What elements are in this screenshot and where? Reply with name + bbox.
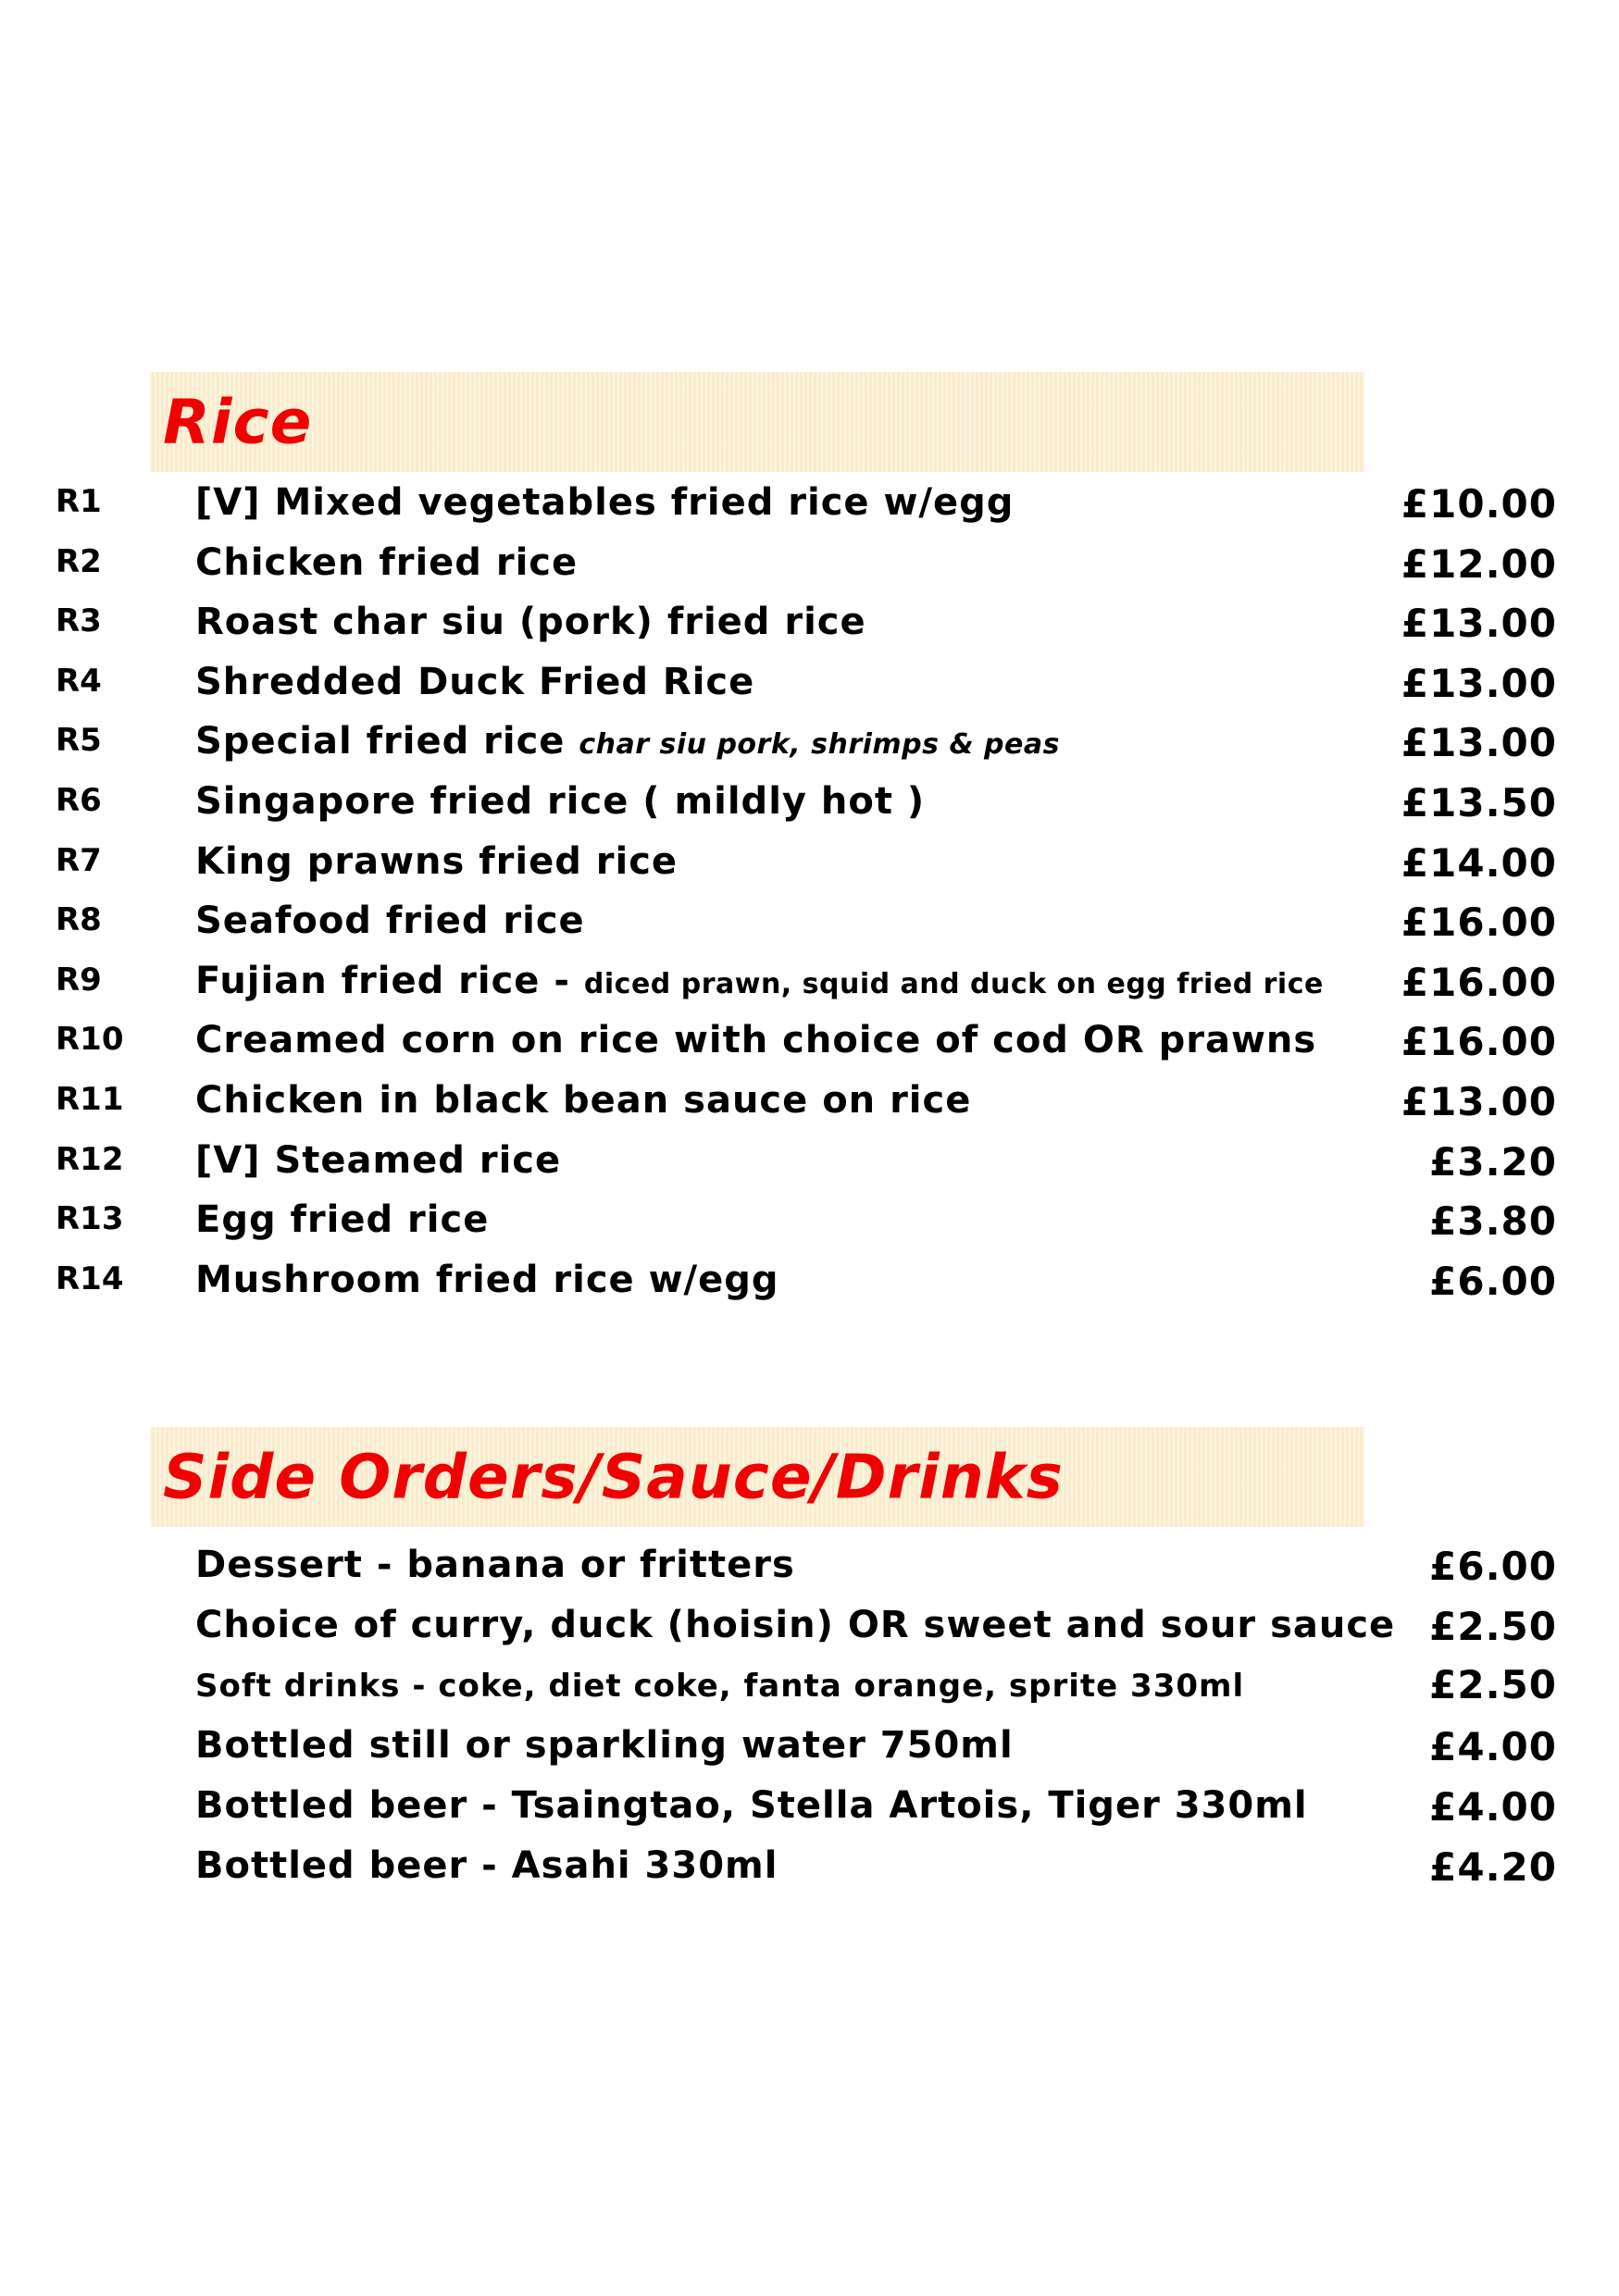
side-menu-row: [0, 1777, 1619, 1836]
item-name-text: [V] Mixed vegetables fried rice w/egg: [195, 481, 1015, 524]
item-name-text: Egg fried rice: [195, 1198, 490, 1241]
rice-menu-row: [0, 534, 1619, 593]
item-code: R14: [56, 1260, 124, 1297]
item-name-text: King prawns fried rice: [195, 840, 679, 883]
item-name: [195, 900, 585, 942]
item-code: R1: [56, 483, 102, 520]
item-name: [195, 960, 1324, 1002]
item-code: R3: [56, 602, 102, 639]
item-code: R4: [56, 663, 102, 700]
item-price: £16.00: [1401, 1019, 1557, 1064]
item-name-text: Shredded Duck Fried Rice: [195, 661, 755, 703]
item-code: R8: [56, 901, 102, 938]
item-price: £13.00: [1401, 1079, 1557, 1124]
item-price: £13.00: [1401, 661, 1557, 706]
rice-menu-row: [0, 593, 1619, 652]
rice-section-header: [150, 372, 1364, 472]
item-name-text: Roast char siu (pork) fried rice: [195, 601, 866, 643]
side-orders-section-title: Side Orders/Sauce/Drinks: [163, 1441, 1064, 1513]
side-menu-row: [0, 1596, 1619, 1656]
item-code: R13: [56, 1200, 124, 1237]
item-price: £4.00: [1429, 1784, 1557, 1830]
side-menu-row: [0, 1717, 1619, 1776]
item-price: £2.50: [1429, 1662, 1557, 1707]
item-name-text: Chicken in black bean sauce on rice: [195, 1079, 972, 1122]
rice-menu-row: [0, 713, 1619, 772]
item-price: £4.00: [1429, 1724, 1557, 1769]
item-name: Bottled beer - Asahi 330ml: [195, 1844, 778, 1887]
rice-menu-row: [0, 952, 1619, 1011]
rice-menu-row: [0, 1132, 1619, 1191]
item-description: diced prawn, squid and duck on egg fried rice: [583, 968, 1324, 1000]
item-price: £14.00: [1401, 840, 1557, 886]
item-price: £6.00: [1429, 1544, 1557, 1589]
item-name: [195, 720, 1060, 763]
item-price: £16.00: [1401, 900, 1557, 945]
rice-menu-row: [0, 653, 1619, 713]
item-price: £13.50: [1401, 780, 1557, 825]
item-price: £10.00: [1401, 481, 1557, 527]
item-price: £13.00: [1401, 601, 1557, 646]
rice-menu-row: [0, 1072, 1619, 1131]
item-name: Bottled beer - Tsaingtao, Stella Artois, Tiger 330ml: [195, 1784, 1308, 1827]
rice-menu-row: [0, 1011, 1619, 1071]
item-code: R7: [56, 842, 102, 879]
item-name: Choice of curry, duck (hoisin) OR sweet and sour sauce: [195, 1604, 1396, 1646]
item-name-text: Special fried rice: [195, 720, 566, 763]
item-name: [195, 1198, 489, 1241]
item-code: R11: [56, 1081, 124, 1118]
item-code: R6: [56, 782, 102, 819]
item-price: £4.20: [1429, 1844, 1557, 1890]
item-name: [195, 601, 866, 643]
item-price: £13.00: [1401, 720, 1557, 765]
item-name: [195, 541, 578, 584]
side-menu-row: [0, 1536, 1619, 1595]
item-code: R10: [56, 1021, 124, 1058]
item-name: [195, 840, 678, 883]
item-price: £3.80: [1429, 1198, 1557, 1244]
item-price: £12.00: [1401, 541, 1557, 587]
item-name-text: Chicken fried rice: [195, 541, 579, 584]
item-name: [195, 1079, 971, 1122]
item-name: [195, 1139, 561, 1182]
rice-menu-row: [0, 1251, 1619, 1310]
item-name: Soft drinks - coke, diet coke, fanta orange, sprite 330ml: [195, 1668, 1245, 1705]
item-price: £6.00: [1429, 1259, 1557, 1304]
item-name: Dessert - banana or fritters: [195, 1544, 795, 1586]
item-name-text: Singapore fried rice ( mildly hot ): [195, 780, 926, 823]
side-menu-row: [0, 1655, 1619, 1714]
item-price: £3.20: [1429, 1139, 1557, 1185]
rice-menu-row: [0, 773, 1619, 832]
item-code: R12: [56, 1141, 124, 1178]
item-name: [195, 661, 754, 703]
item-name: Bottled still or sparkling water 750ml: [195, 1724, 1014, 1767]
item-name-text: Fujian fried rice -: [195, 960, 570, 1002]
item-price: £16.00: [1401, 960, 1557, 1005]
item-name: [195, 1259, 779, 1301]
rice-menu-row: [0, 892, 1619, 951]
item-name-text: Mushroom fried rice w/egg: [195, 1259, 779, 1301]
rice-menu-row: [0, 833, 1619, 892]
item-code: R9: [56, 962, 102, 999]
item-name-text: [V] Steamed rice: [195, 1139, 562, 1182]
item-code: R2: [56, 543, 102, 580]
item-name: [195, 481, 1014, 524]
item-name-text: Seafood fried rice: [195, 900, 585, 942]
rice-menu-row: [0, 474, 1619, 533]
item-name: [195, 780, 925, 823]
item-name: [195, 1019, 1316, 1061]
side-orders-section-header: [150, 1427, 1364, 1527]
item-name-text: Creamed corn on rice with choice of cod OR prawns: [195, 1019, 1317, 1061]
item-code: R5: [56, 722, 102, 759]
rice-menu-row: [0, 1191, 1619, 1250]
item-description: char siu pork, shrimps & peas: [579, 728, 1060, 761]
rice-section-title: Rice: [163, 386, 313, 458]
side-menu-row: [0, 1837, 1619, 1896]
item-price: £2.50: [1429, 1604, 1557, 1649]
